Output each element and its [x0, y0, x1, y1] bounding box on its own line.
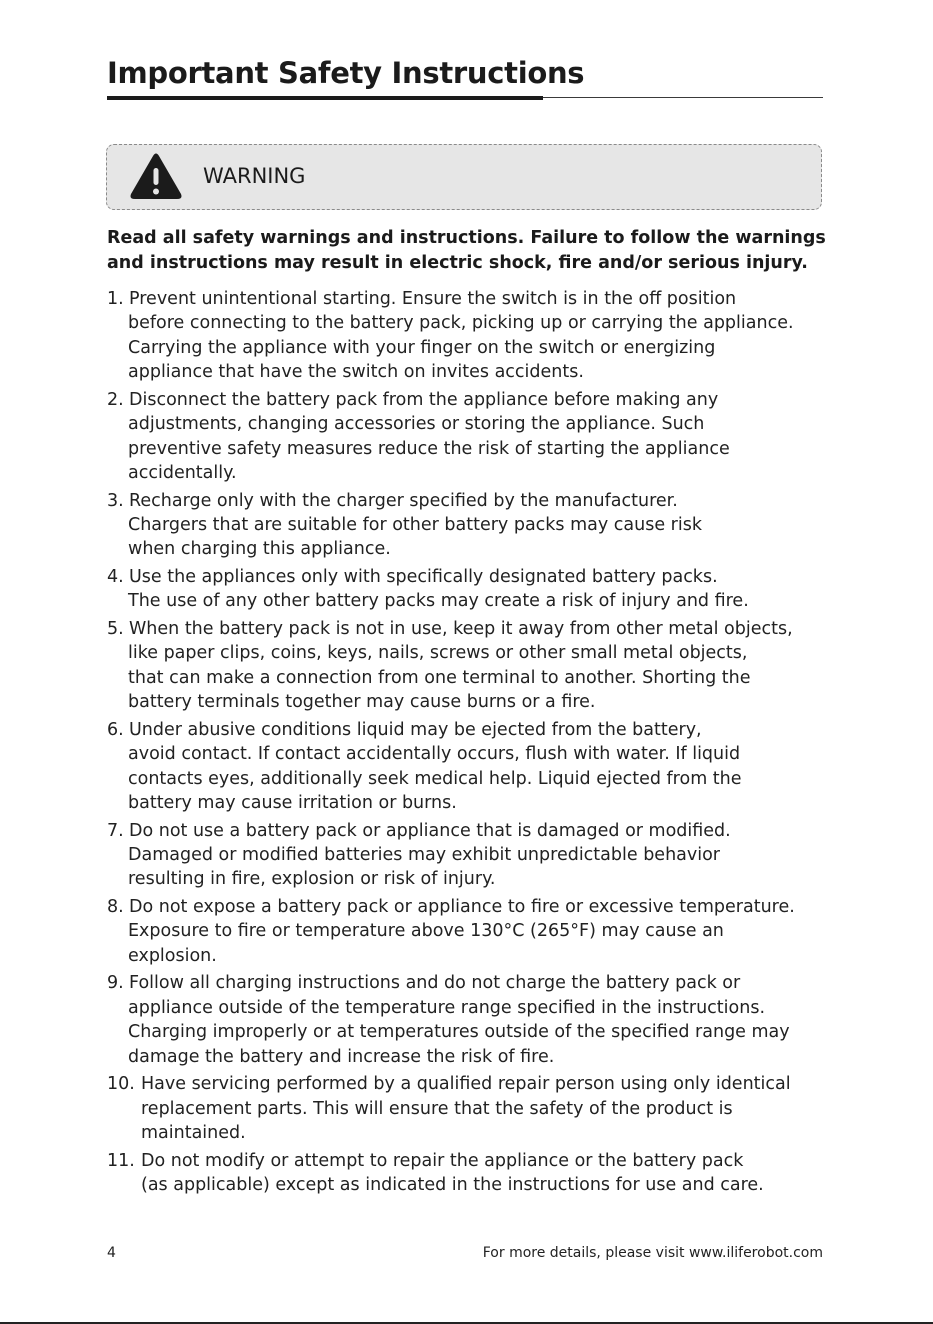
intro-line: and instructions may result in electric shock, fire and/or serious injury. — [107, 252, 808, 273]
item-line: Damaged or modified batteries may exhibit unpredictable behavior — [128, 845, 721, 866]
item-line: Carrying the appliance with your finger on the switch or energizing — [128, 337, 716, 358]
list-item — [107, 1072, 837, 1145]
item-line: contacts eyes, additionally seek medical help. Liquid ejected from the — [128, 768, 742, 789]
list-item — [107, 1149, 837, 1198]
intro-warning-text — [107, 226, 827, 275]
item-number: 2. — [107, 389, 124, 410]
list-item — [107, 565, 837, 614]
item-line: maintained. — [141, 1123, 246, 1144]
item-line: Under abusive conditions liquid may be ejected from the battery, — [129, 719, 702, 740]
list-item — [107, 819, 837, 892]
instruction-list — [107, 287, 837, 1201]
intro-line: Read all safety warnings and instructions. Failure to follow the warnings — [107, 228, 826, 248]
page-title: Important Safety Instructions — [107, 56, 585, 90]
item-number: 4. — [107, 567, 124, 588]
item-line: damage the battery and increase the risk of fire. — [128, 1046, 555, 1067]
item-line: battery may cause irritation or burns. — [128, 793, 457, 814]
item-line: replacement parts. This will ensure that the safety of the product is — [141, 1098, 733, 1119]
item-line: resulting in fire, explosion or risk of injury. — [128, 869, 496, 890]
warning-box — [106, 144, 822, 210]
list-item — [107, 718, 837, 816]
item-line: preventive safety measures reduce the risk of starting the appliance — [128, 438, 730, 459]
item-line: before connecting to the battery pack, picking up or carrying the appliance. — [128, 313, 794, 334]
item-number: 6. — [107, 719, 124, 740]
item-line: explosion. — [128, 945, 217, 966]
item-number: 5. — [107, 619, 124, 640]
list-item — [107, 971, 837, 1069]
item-line: accidentally. — [128, 463, 237, 484]
item-line: like paper clips, coins, keys, nails, screws or other small metal objects, — [128, 643, 748, 664]
item-number: 10. — [107, 1074, 135, 1095]
footer-note: For more details, please visit www.iliferobot.com — [482, 1245, 823, 1261]
list-item — [107, 895, 837, 968]
item-line: Prevent unintentional starting. Ensure the switch is in the off position — [129, 289, 737, 309]
list-item — [107, 287, 837, 385]
item-line: when charging this appliance. — [128, 539, 391, 560]
item-number: 9. — [107, 973, 124, 994]
item-line: appliance that have the switch on invites accidents. — [128, 362, 584, 383]
item-line: Do not modify or attempt to repair the appliance or the battery pack — [141, 1150, 744, 1171]
item-line: Exposure to fire or temperature above 130°C (265°F) may cause an — [128, 921, 724, 942]
exclamation-triangle-icon — [129, 152, 183, 200]
item-line: Charging improperly or at temperatures outside of the specified range may — [128, 1022, 790, 1043]
item-number: 3. — [107, 490, 124, 511]
item-line: Do not expose a battery pack or appliance to fire or excessive temperature. — [129, 897, 795, 918]
item-line: The use of any other battery packs may create a risk of injury and fire. — [128, 591, 749, 612]
item-line: Use the appliances only with specifically designated battery packs. — [129, 567, 718, 588]
item-line: Do not use a battery pack or appliance that is damaged or modified. — [129, 820, 731, 841]
title-underline — [107, 96, 543, 100]
warning-label: WARNING — [203, 164, 306, 188]
item-line: adjustments, changing accessories or storing the appliance. Such — [128, 414, 705, 435]
list-item — [107, 388, 837, 486]
item-number: 11. — [107, 1150, 135, 1171]
item-line: appliance outside of the temperature range specified in the instructions. — [128, 997, 766, 1018]
item-number: 7. — [107, 820, 124, 841]
item-line: Follow all charging instructions and do not charge the battery pack or — [129, 973, 741, 994]
item-line: Recharge only with the charger specified by the manufacturer. — [129, 490, 678, 511]
item-number: 1. — [107, 289, 124, 309]
item-line: avoid contact. If contact accidentally occurs, flush with water. If liquid — [128, 744, 741, 765]
item-number: 8. — [107, 897, 124, 918]
page-number: 4 — [107, 1245, 116, 1261]
item-line: Chargers that are suitable for other battery packs may cause risk — [128, 515, 702, 536]
list-item — [107, 617, 837, 715]
item-line: that can make a connection from one terminal to another. Shorting the — [128, 667, 751, 688]
item-line: battery terminals together may cause burns or a fire. — [128, 692, 596, 713]
item-line: (as applicable) except as indicated in the instructions for use and care. — [141, 1175, 764, 1196]
item-line: Disconnect the battery pack from the appliance before making any — [129, 389, 719, 410]
item-line: When the battery pack is not in use, keep it away from other metal objects, — [129, 619, 793, 640]
item-line: Have servicing performed by a qualified repair person using only identical — [141, 1074, 791, 1095]
list-item — [107, 489, 837, 562]
